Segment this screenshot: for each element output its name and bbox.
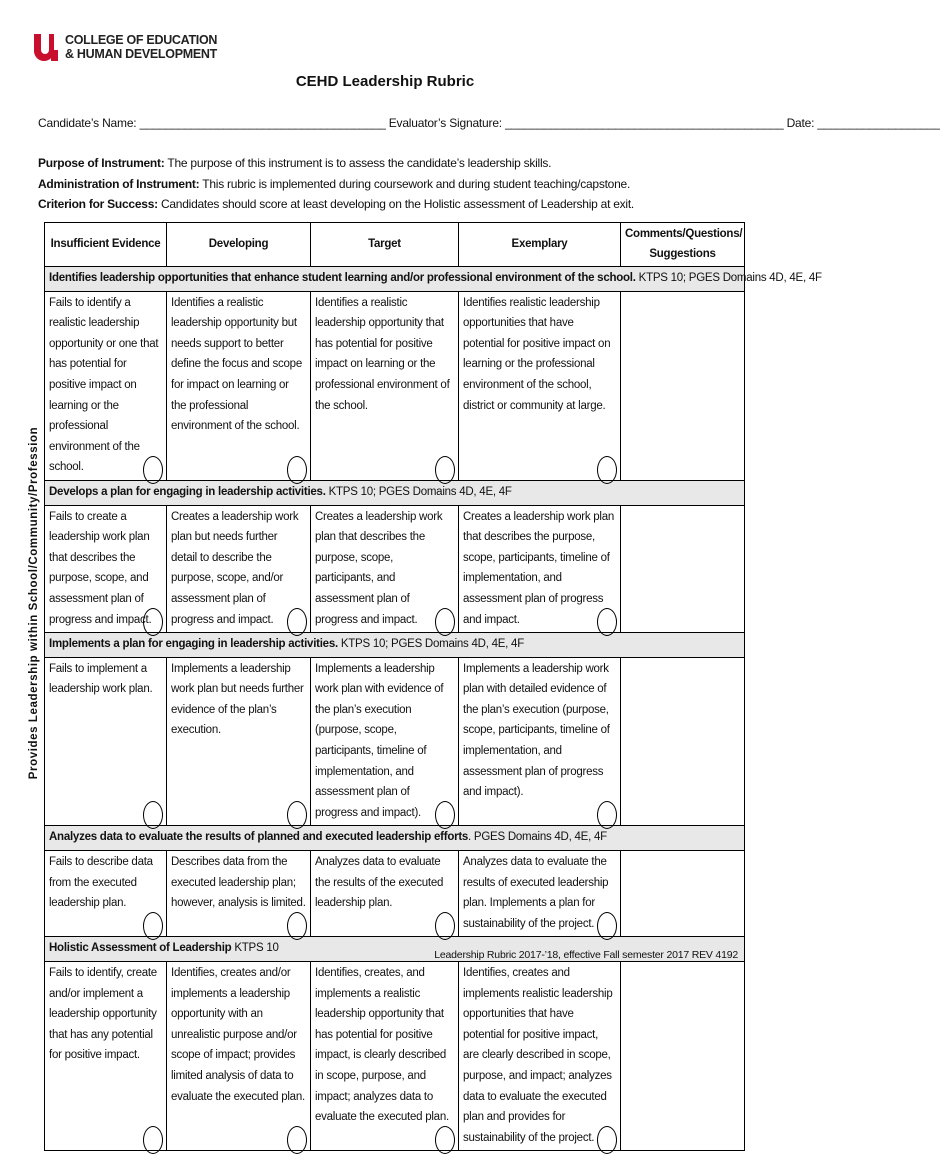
col-target: Target [311, 223, 459, 267]
rubric-table [44, 222, 822, 1151]
section-standards: . PGES Domains 4D, 4E, 4F [468, 831, 607, 844]
administration-line [38, 177, 630, 191]
side-label-text: Provides Leadership within School/Community/Profession [28, 426, 40, 779]
criteria-cell: Implements a leadership work plan with detailed evidence of the plan’s execution (purpose, scope, participants, timeline of implementation, and assessment plan of progress and impact). [459, 657, 621, 826]
criteria-cell: Fails to identify, create and/or implement a leadership opportunity that has any potential for positive impact. [45, 962, 167, 1151]
section-standards: KTPS 10; PGES Domains 4D, 4E, 4F [325, 485, 512, 498]
rating-circle[interactable] [435, 801, 455, 829]
criteria-cell: Describes data from the executed leadership plan; however, analysis is limited. [167, 851, 311, 937]
section-header [45, 480, 745, 505]
section-header [45, 633, 745, 658]
purpose-label: Purpose of Instrument: [38, 156, 165, 170]
comments-cell[interactable] [621, 291, 745, 480]
criteria-cell: Analyzes data to evaluate the results of the executed leadership plan. [311, 851, 459, 937]
rating-circle[interactable] [143, 912, 163, 940]
purpose-line [38, 156, 551, 170]
criteria-cell: Identifies, creates, and implements a realistic leadership opportunity that has potential for positive impact, is clearly described in scope, purpose, and impact; analyzes data to evaluate the executed plan. [311, 962, 459, 1151]
col-insufficient: Insufficient Evidence [45, 223, 167, 267]
criterion-line [38, 197, 634, 211]
col-comments: Comments/Questions/ Suggestions [621, 223, 745, 267]
criteria-cell: Identifies a realistic leadership opportunity but needs support to better define the focus and scope for impact on learning or the professional environment of the school. [167, 291, 311, 480]
ul-logo-icon [33, 32, 59, 62]
logo-line-1: COLLEGE OF EDUCATION [65, 33, 218, 47]
side-label [24, 260, 44, 945]
section-header [45, 826, 745, 851]
administration-label: Administration of Instrument: [38, 177, 200, 191]
section-title: Identifies leadership opportunities that enhance student learning and/or professional environment of the school. [49, 272, 636, 284]
rating-circle[interactable] [287, 1126, 307, 1154]
criteria-row [45, 291, 745, 480]
purpose-text: The purpose of this instrument is to assess the candidate’s leadership skills. [164, 156, 552, 170]
comments-cell[interactable] [621, 657, 745, 826]
rating-circle[interactable] [597, 1126, 617, 1154]
criteria-cell: Fails to describe data from the executed leadership plan. [45, 851, 167, 937]
criteria-cell: Creates a leadership work plan but needs further detail to describe the purpose, scope, and/or assessment plan of progress and impact. [167, 505, 311, 633]
criteria-cell: Creates a leadership work plan that describes the purpose, scope, participants, and assessment plan of progress and impact. [311, 505, 459, 633]
criteria-cell: Fails to implement a leadership work plan. [45, 657, 167, 826]
criteria-cell: Fails to identify a realistic leadership opportunity or one that has potential for positive impact on learning or the professional environment of the school. [45, 291, 167, 480]
criteria-cell: Implements a leadership work plan but needs further evidence of the plan’s execution. [167, 657, 311, 826]
rating-circle[interactable] [287, 801, 307, 829]
page-title: CEHD Leadership Rubric [295, 73, 475, 90]
criteria-cell: Identifies a realistic leadership opportunity that has potential for positive impact on learning or the professional environment of the school. [311, 291, 459, 480]
comments-cell[interactable] [621, 851, 745, 937]
criteria-row [45, 657, 745, 826]
criteria-row [45, 505, 745, 633]
rating-circle[interactable] [435, 608, 455, 636]
criterion-label: Criterion for Success: [38, 197, 158, 211]
section-header [45, 267, 745, 292]
rating-circle[interactable] [597, 912, 617, 940]
signature-line: Candidate’s Name: ______________________________________ Evaluator’s Signature: ___________________________________________ Date: ___________________ [38, 116, 940, 130]
rating-circle[interactable] [143, 456, 163, 484]
criteria-cell: Creates a leadership work plan that describes the purpose, scope, participants, timeline of implementation, and assessment plan of progress and impact. [459, 505, 621, 633]
rating-circle[interactable] [435, 1126, 455, 1154]
criteria-cell: Fails to create a leadership work plan that describes the purpose, scope, and assessment plan of progress and impact. [45, 505, 167, 633]
rating-circle[interactable] [597, 801, 617, 829]
criteria-cell: Identifies, creates and/or implements a leadership opportunity with an unrealistic purpose and/or scope of impact; provides limited analysis of data to evaluate the executed plan. [167, 962, 311, 1151]
criteria-cell: Identifies, creates and implements realistic leadership opportunities that have potential for positive impact, are clearly described in scope, purpose, and impact; analyzes data to evaluate the executed plan and provides for sustainability of the project. [459, 962, 621, 1151]
criteria-cell: Implements a leadership work plan with evidence of the plan’s execution (purpose, scope, participants, timeline of implementation, and assessment plan of progress and impact). [311, 657, 459, 826]
comments-cell[interactable] [621, 505, 745, 633]
col-exemplary: Exemplary [459, 223, 621, 267]
rating-circle[interactable] [287, 912, 307, 940]
comments-cell[interactable] [621, 962, 745, 1151]
section-title: Analyzes data to evaluate the results of planned and executed leadership efforts [49, 831, 469, 844]
rating-circle[interactable] [287, 456, 307, 484]
rating-circle[interactable] [597, 456, 617, 484]
rating-circle[interactable] [287, 608, 307, 636]
logo-line-2: & HUMAN DEVELOPMENT [65, 47, 217, 61]
college-logo [33, 32, 217, 62]
rating-circle[interactable] [143, 608, 163, 636]
rating-circle[interactable] [143, 1126, 163, 1154]
administration-text: This rubric is implemented during coursework and during student teaching/capstone. [199, 177, 631, 191]
section-standards: KTPS 10; PGES Domains 4D, 4E, 4F [337, 638, 524, 651]
rating-circle[interactable] [143, 801, 163, 829]
criteria-row [45, 962, 745, 1151]
criterion-text: Candidates should score at least developing on the Holistic assessment of Leadership at exit. [157, 197, 634, 211]
section-standards: KTPS 10 [231, 942, 279, 955]
section-title: Holistic Assessment of Leadership [49, 942, 232, 955]
section-standards: KTPS 10; PGES Domains 4D, 4E, 4F [635, 272, 822, 284]
footer-revision: Leadership Rubric 2017-’18, effective Fall semester 2017 REV 4192 [434, 949, 738, 961]
col-developing: Developing [167, 223, 311, 267]
criteria-row [45, 851, 745, 937]
header-row [45, 223, 745, 267]
rating-circle[interactable] [597, 608, 617, 636]
section-title: Develops a plan for engaging in leadership activities. [49, 485, 326, 498]
criteria-cell: Analyzes data to evaluate the results of executed leadership plan. Implements a plan for sustainability of the project. [459, 851, 621, 937]
section-title: Implements a plan for engaging in leadership activities. [49, 638, 338, 651]
rating-circle[interactable] [435, 912, 455, 940]
rating-circle[interactable] [435, 456, 455, 484]
criteria-cell: Identifies realistic leadership opportunities that have potential for positive impact on learning or the professional environment of the school, district or community at large. [459, 291, 621, 480]
